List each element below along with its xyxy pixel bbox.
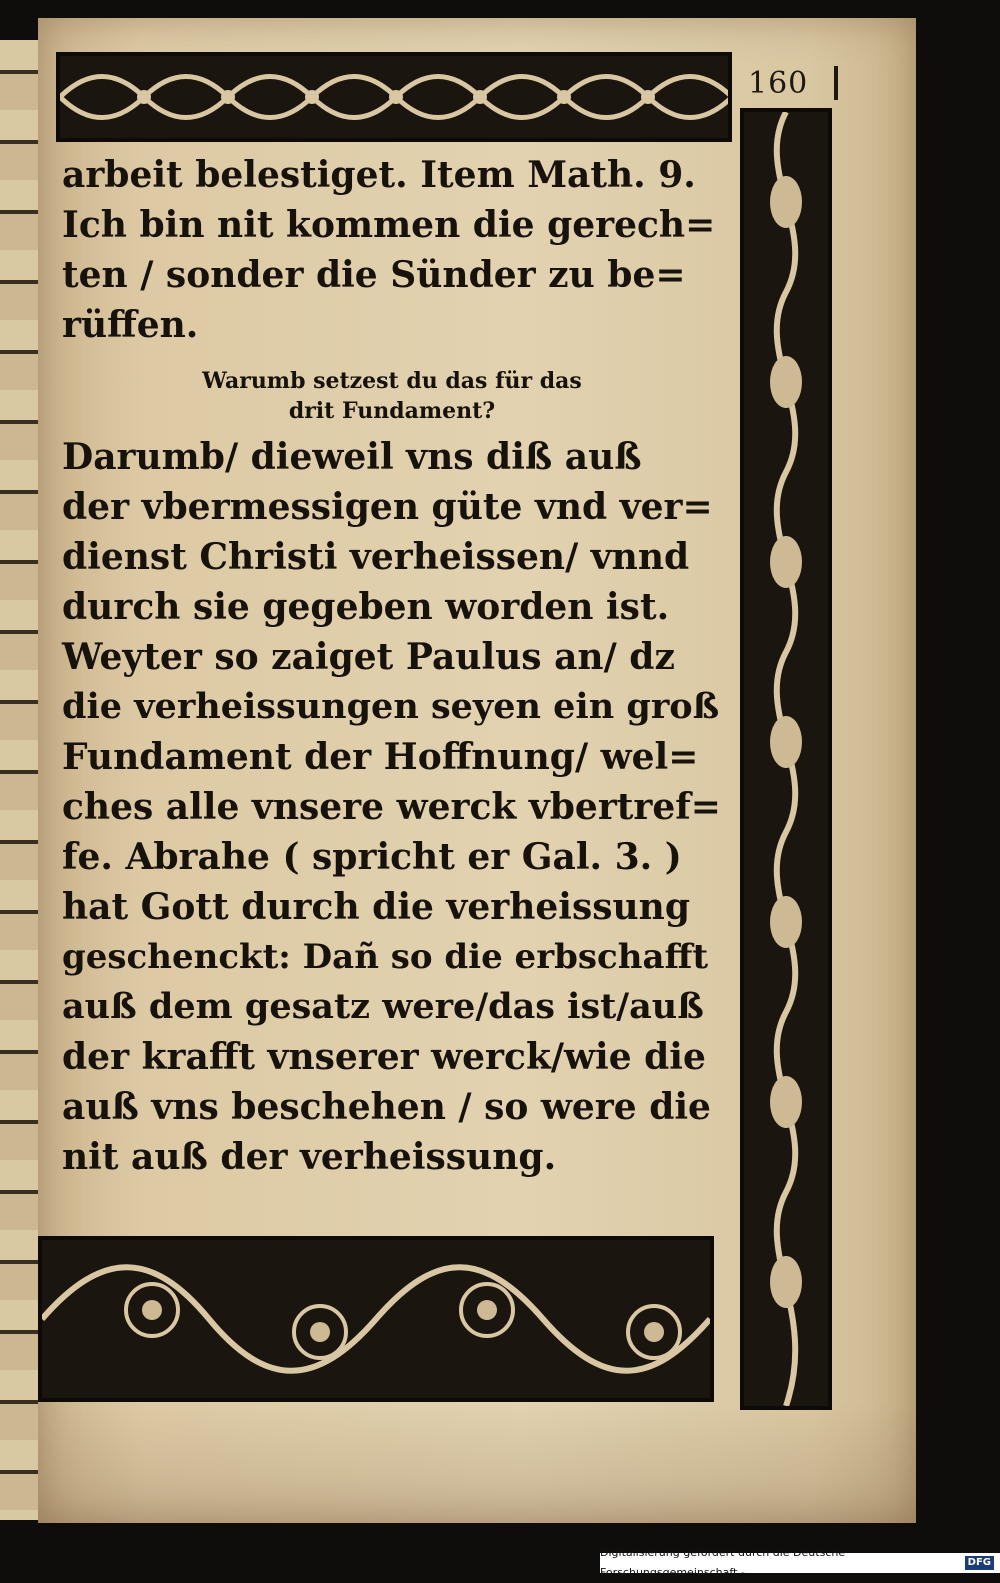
answer-line: hat Gott durch die verheissung	[62, 886, 691, 928]
answer-line: nit auß der verheissung.	[62, 1136, 557, 1178]
text-line: ten / sonder die Sünder zu be=	[62, 254, 686, 296]
text-line: arbeit belestiget. Item Math. 9.	[62, 154, 696, 196]
answer-line: auß vns beschehen / so were die	[62, 1086, 711, 1128]
answer-line: dienst Christi verheissen/ vnnd	[62, 536, 690, 578]
answer-line: Weyter so zaiget Paulus an/ dz	[62, 636, 675, 678]
answer-line: der krafft vnserer werck/wie die	[62, 1036, 706, 1078]
answer-line: durch sie gegeben worden ist.	[62, 586, 670, 628]
question-line: drit Fundament?	[288, 398, 496, 424]
answer-line: die verheissungen seyen ein groß	[62, 686, 720, 727]
answer-line: fe. Abrahe ( spricht er Gal. 3. )	[62, 836, 682, 878]
text-line: rüffen.	[62, 304, 199, 346]
answer-line: ches alle vnsere werck vbertref=	[62, 786, 721, 828]
dfg-logo[interactable]: DFG	[965, 1556, 994, 1570]
answer-line: der vbermessigen güte vnd ver=	[62, 486, 713, 528]
page-number: 160	[748, 66, 838, 100]
text-line: Ich bin nit kommen die gerech=	[62, 204, 716, 246]
question-line: Warumb setzest du das für das	[202, 368, 582, 394]
answer-line: Darumb/ dieweil vns diß auß	[62, 436, 642, 478]
answer-line: Fundament der Hoffnung/ wel=	[62, 736, 699, 778]
text-block	[62, 150, 722, 1182]
digitization-credit	[600, 1546, 1000, 1579]
credit-text: Digitalisierung gefördert durch die Deutsche Forschungsgemeinschaft -	[600, 1546, 846, 1579]
right-ornament-border	[740, 108, 832, 1410]
answer-line: auß dem gesatz were/das ist/auß	[62, 986, 704, 1027]
top-ornament-border	[56, 52, 732, 142]
answer-line: geschenckt: Dañ so die erbschafft	[62, 937, 709, 977]
bottom-ornament-border	[38, 1236, 714, 1402]
